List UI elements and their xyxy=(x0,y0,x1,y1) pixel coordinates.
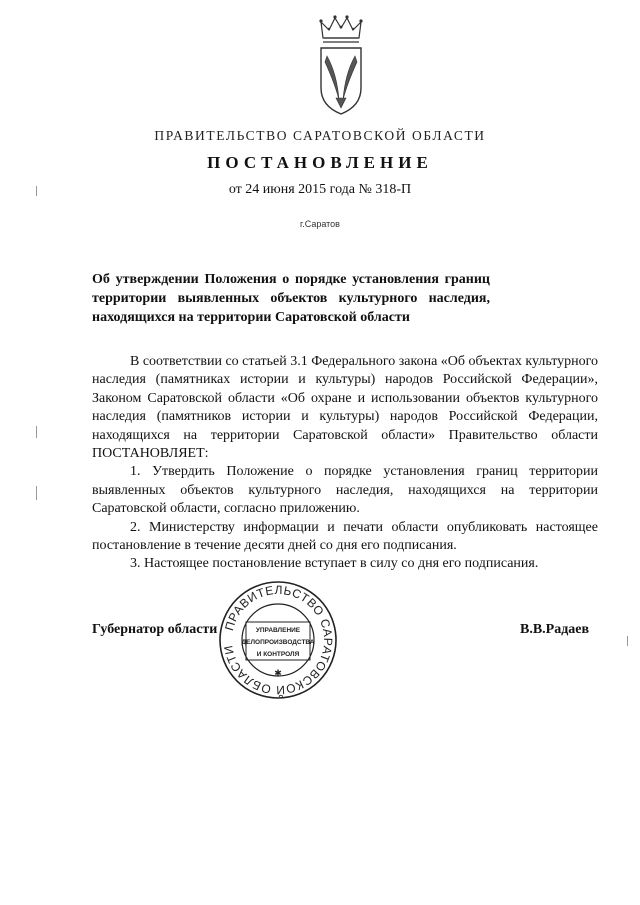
stamp-star-icon: ✱ xyxy=(274,668,282,678)
scan-mark xyxy=(627,636,628,646)
document-subject: Об утверждении Положения о порядке установления границ территории выявленных объектов культурного наследия, находящихся на территории Саратовской области xyxy=(92,272,490,325)
coat-of-arms-icon xyxy=(315,14,367,118)
stamp-line-2: ДЕЛОПРОИЗВОДСТВА xyxy=(241,639,315,646)
signer-title: Губернатор области xyxy=(92,622,218,637)
document-city: г.Саратов xyxy=(300,219,340,229)
stamp-line-3: И КОНТРОЛЯ xyxy=(256,651,300,658)
scan-mark xyxy=(36,486,37,500)
stamp-outer-text: ПРАВИТЕЛЬСТВО САРАТОВСКОЙ ОБЛАСТИ xyxy=(221,582,336,698)
official-stamp xyxy=(216,578,340,702)
government-name: ПРАВИТЕЛЬСТВО САРАТОВСКОЙ ОБЛАСТИ xyxy=(154,128,486,143)
item-2-paragraph: 2. Министерству информации и печати области опубликовать настоящее постановление в течение десяти дней со дня его подписания. xyxy=(92,519,598,554)
scan-mark xyxy=(36,186,37,196)
scan-mark xyxy=(36,426,37,438)
document-body xyxy=(92,353,598,574)
signer-name: В.В.Радаев xyxy=(520,622,590,637)
item-3-paragraph: 3. Настоящее постановление вступает в силу со дня его подписания. xyxy=(130,556,539,572)
stamp-line-1: УПРАВЛЕНИЕ xyxy=(255,627,301,634)
preamble-paragraph: В соответствии со статьей 3.1 Федерального закона «Об объектах культурного наследия (памятниках истории и культуры) народов Российской Федерации», Законом Саратовской области «Об охране и использовании объектов культурного наследия (памятников истории и культуры) народов Российской Федерации, находящихся на территории Саратовской области» Правительство области ПОСТАНОВЛЯЕТ: xyxy=(92,354,599,462)
item-1-paragraph: 1. Утвердить Положение о порядке установления границ территории выявленных объектов культурного наследия, находящихся на территории Саратовской области, согласно приложению. xyxy=(92,464,598,517)
document-type: ПОСТАНОВЛЕНИЕ xyxy=(207,153,433,172)
document-date-number: от 24 июня 2015 года № 318-П xyxy=(228,182,412,197)
